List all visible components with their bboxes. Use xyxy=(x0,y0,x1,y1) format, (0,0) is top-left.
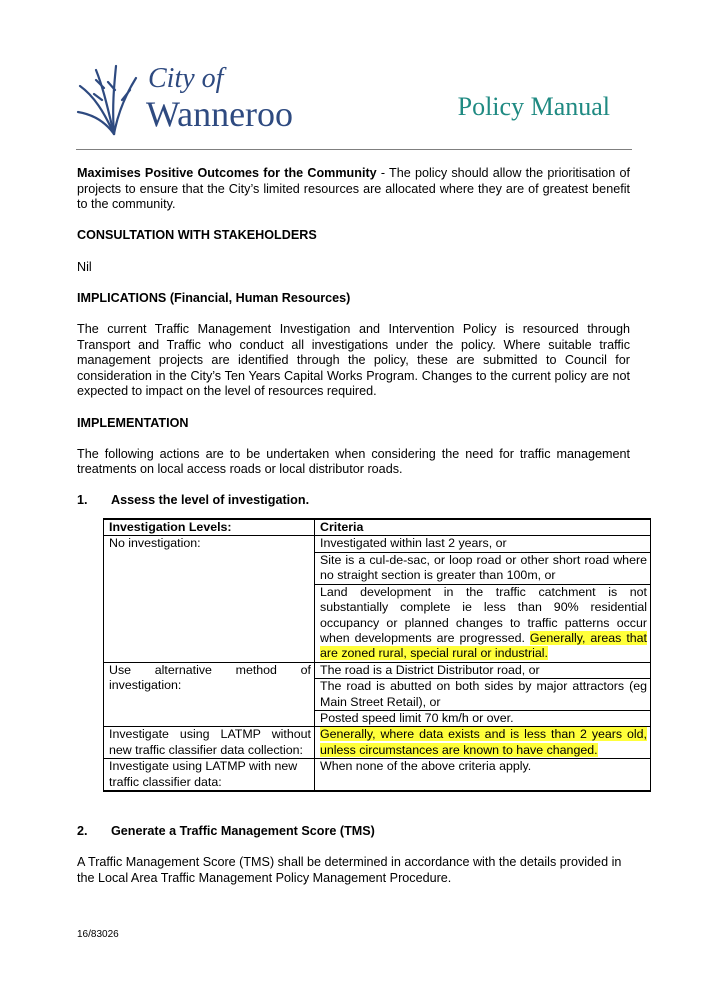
row3-criteria-highlight: Generally, where data exists and is less than 2 years old, unless circumstances are known to have changed. xyxy=(320,727,647,757)
section-1-number: 1. xyxy=(77,493,88,508)
document-reference: 16/83026 xyxy=(77,929,119,940)
row1-criteria-3-text: Land development in the traffic catchment is not substantially complete ie less than 90% residential occupancy or planned changes to traffic patterns occur when developments are progressed. xyxy=(320,584,647,645)
section-2-text: A Traffic Management Score (TMS) shall be determined in accordance with the details provided in the Local Area Traffic Management Policy Management Procedure. xyxy=(77,855,622,885)
row4-level: Investigate using LATMP with new traffic classifier data: xyxy=(104,759,315,791)
intro-text: - The policy should allow the prioritisation of projects to ensure that the City’s limited resources are allocated where they are of greatest benefit to the community. xyxy=(77,166,630,212)
row2-criteria-2: The road is abutted on both sides by major attractors (eg Main Street Retail), or xyxy=(315,679,651,711)
table-row xyxy=(104,662,651,678)
row3-level-text: Investigate using LATMP without new traffic classifier data collection: xyxy=(109,727,311,757)
row3-criteria xyxy=(315,727,651,759)
table-header-levels: Investigation Levels: xyxy=(104,519,315,536)
section-2-heading xyxy=(77,824,630,840)
table-row xyxy=(104,759,651,791)
manual-title: Policy Manual xyxy=(457,92,610,121)
document-body xyxy=(77,166,647,886)
investigation-levels-table xyxy=(103,518,651,792)
row2-criteria-3: Posted speed limit 70 km/h or over. xyxy=(315,710,651,726)
implementation-text: The following actions are to be undertaken when considering the need for traffic management treatments on local access roads or local distributor roads. xyxy=(77,446,630,477)
row2-level xyxy=(104,662,315,727)
row4-criteria: When none of the above criteria apply. xyxy=(315,759,651,791)
row1-criteria-1: Investigated within last 2 years, or xyxy=(315,536,651,552)
consultation-text: Nil xyxy=(77,259,92,274)
consultation-heading: CONSULTATION WITH STAKEHOLDERS xyxy=(77,228,317,243)
row2-criteria-1: The road is a District Distributor road, or xyxy=(315,662,651,678)
section-1-title: Assess the level of investigation. xyxy=(111,493,310,508)
row2-level-text: Use alternative method of investigation: xyxy=(109,662,311,693)
implications-text: The current Traffic Management Investigation and Intervention Policy is resourced through Transport and Traffic who conduct all investigations under the policy. Where suitable traffic management projects are identified through the policy, these are submitted to Council for consideration in the City’s Ten Years Capital Works Program. Changes to the current policy are not expected to impact on the level of resources required. xyxy=(77,321,630,399)
logo-text-city-of: City of xyxy=(148,63,224,94)
implications-heading: IMPLICATIONS (Financial, Human Resources) xyxy=(77,290,351,305)
header-divider xyxy=(76,149,632,150)
table-row xyxy=(104,727,651,759)
table-header-row xyxy=(104,519,651,536)
implementation-heading: IMPLEMENTATION xyxy=(77,415,189,430)
logo-text-wanneroo: Wanneroo xyxy=(146,94,294,134)
table-header-criteria: Criteria xyxy=(315,519,651,536)
row1-criteria-2: Site is a cul-de-sac, or loop road or other short road where no straight section is greater than 100m, or xyxy=(315,552,651,584)
row3-level xyxy=(104,727,315,759)
row1-criteria-3-highlight: Generally, areas that are zoned rural, special rural or industrial. xyxy=(320,630,647,661)
section-2-title: Generate a Traffic Management Score (TMS) xyxy=(111,823,375,838)
row1-criteria-3 xyxy=(315,584,651,662)
row1-level: No investigation: xyxy=(104,536,315,662)
section-1-heading xyxy=(77,493,630,509)
table-row xyxy=(104,536,651,552)
intro-paragraph xyxy=(77,166,630,213)
section-2-number: 2. xyxy=(77,823,88,838)
intro-lead: Maximises Positive Outcomes for the Community xyxy=(77,166,377,180)
